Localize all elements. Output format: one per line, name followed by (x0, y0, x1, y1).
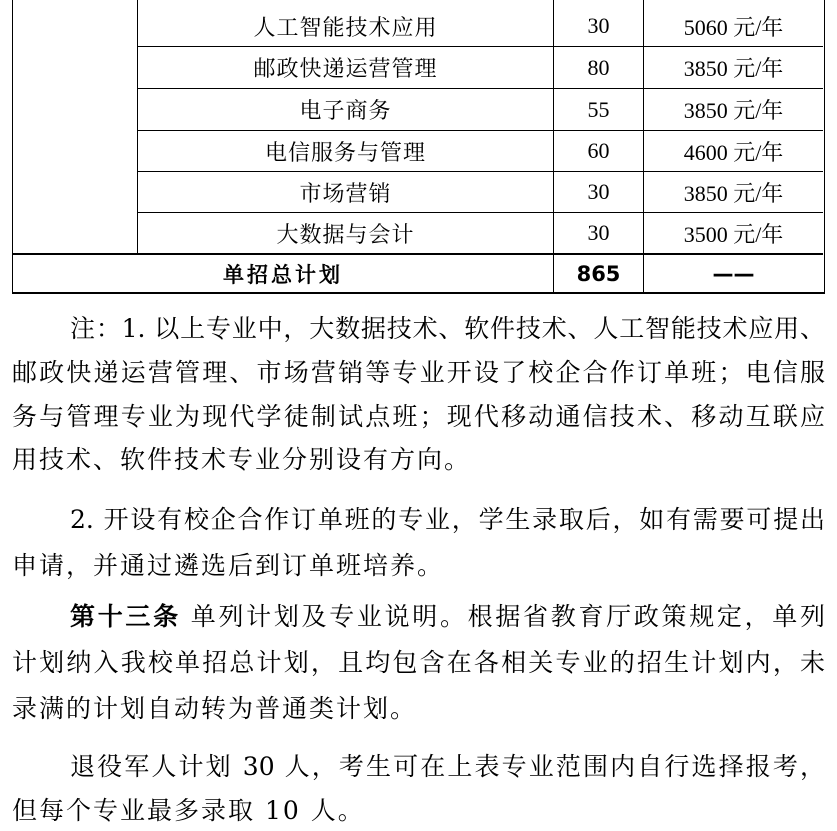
note-line: 2. 开设有校企合作订单班的专业，学生录取后，如有需要可提出 (70, 505, 825, 534)
article-text: 单列计划及专业说明。根据省教育厅政策规定，单列 (190, 602, 825, 631)
article-line: 录满的计划自动转为普通类计划。 (12, 694, 418, 723)
quota-cell: 30 (554, 172, 644, 213)
major-cell: 市场营销 (138, 172, 554, 213)
note-line: 务与管理专业为现代学徒制试点班；现代移动通信技术、移动互联应 (12, 402, 825, 431)
major-cell: 邮政快递运营管理 (138, 47, 554, 89)
total-quota: 865 (554, 255, 644, 292)
fee-cell: 4600 元/年 (644, 131, 823, 172)
note-line: 申请，并通过遴选后到订单班培养。 (12, 551, 445, 580)
total-label: 单招总计划 (13, 255, 554, 292)
major-cell: 电信服务与管理 (138, 131, 554, 172)
fee-cell: 3500 元/年 (644, 213, 823, 255)
merged-category-cell (13, 0, 138, 255)
veterans-line: 退役军人计划 30 人，考生可在上表专业范围内自行选择报考， (70, 752, 825, 781)
quota-cell: 80 (554, 47, 644, 89)
note-line: 邮政快递运营管理、市场营销等专业开设了校企合作订单班；电信服 (12, 358, 825, 387)
note-line: 用技术、软件技术专业分别设有方向。 (12, 445, 472, 474)
fee-cell: 5060 元/年 (644, 0, 823, 47)
quota-cell: 30 (554, 0, 644, 47)
quota-cell: 55 (554, 89, 644, 131)
enrollment-plan-table (12, 0, 825, 294)
quota-cell: 60 (554, 131, 644, 172)
article-line (12, 601, 825, 633)
major-cell: 电子商务 (138, 89, 554, 131)
veterans-line: 但每个专业最多录取 10 人。 (12, 796, 365, 825)
major-cell: 人工智能技术应用 (138, 0, 554, 47)
total-fee: —— (712, 261, 755, 286)
note-line: 注：1. 以上专业中，大数据技术、软件技术、人工智能技术应用、 (70, 314, 825, 343)
fee-cell: 3850 元/年 (644, 47, 823, 89)
fee-cell: 3850 元/年 (644, 172, 823, 213)
major-cell: 大数据与会计 (138, 213, 554, 255)
article-heading: 第十三条 (70, 602, 181, 631)
article-line: 计划纳入我校单招总计划，且均包含在各相关专业的招生计划内，未 (12, 648, 825, 677)
fee-cell: 3850 元/年 (644, 89, 823, 131)
quota-cell: 30 (554, 213, 644, 255)
